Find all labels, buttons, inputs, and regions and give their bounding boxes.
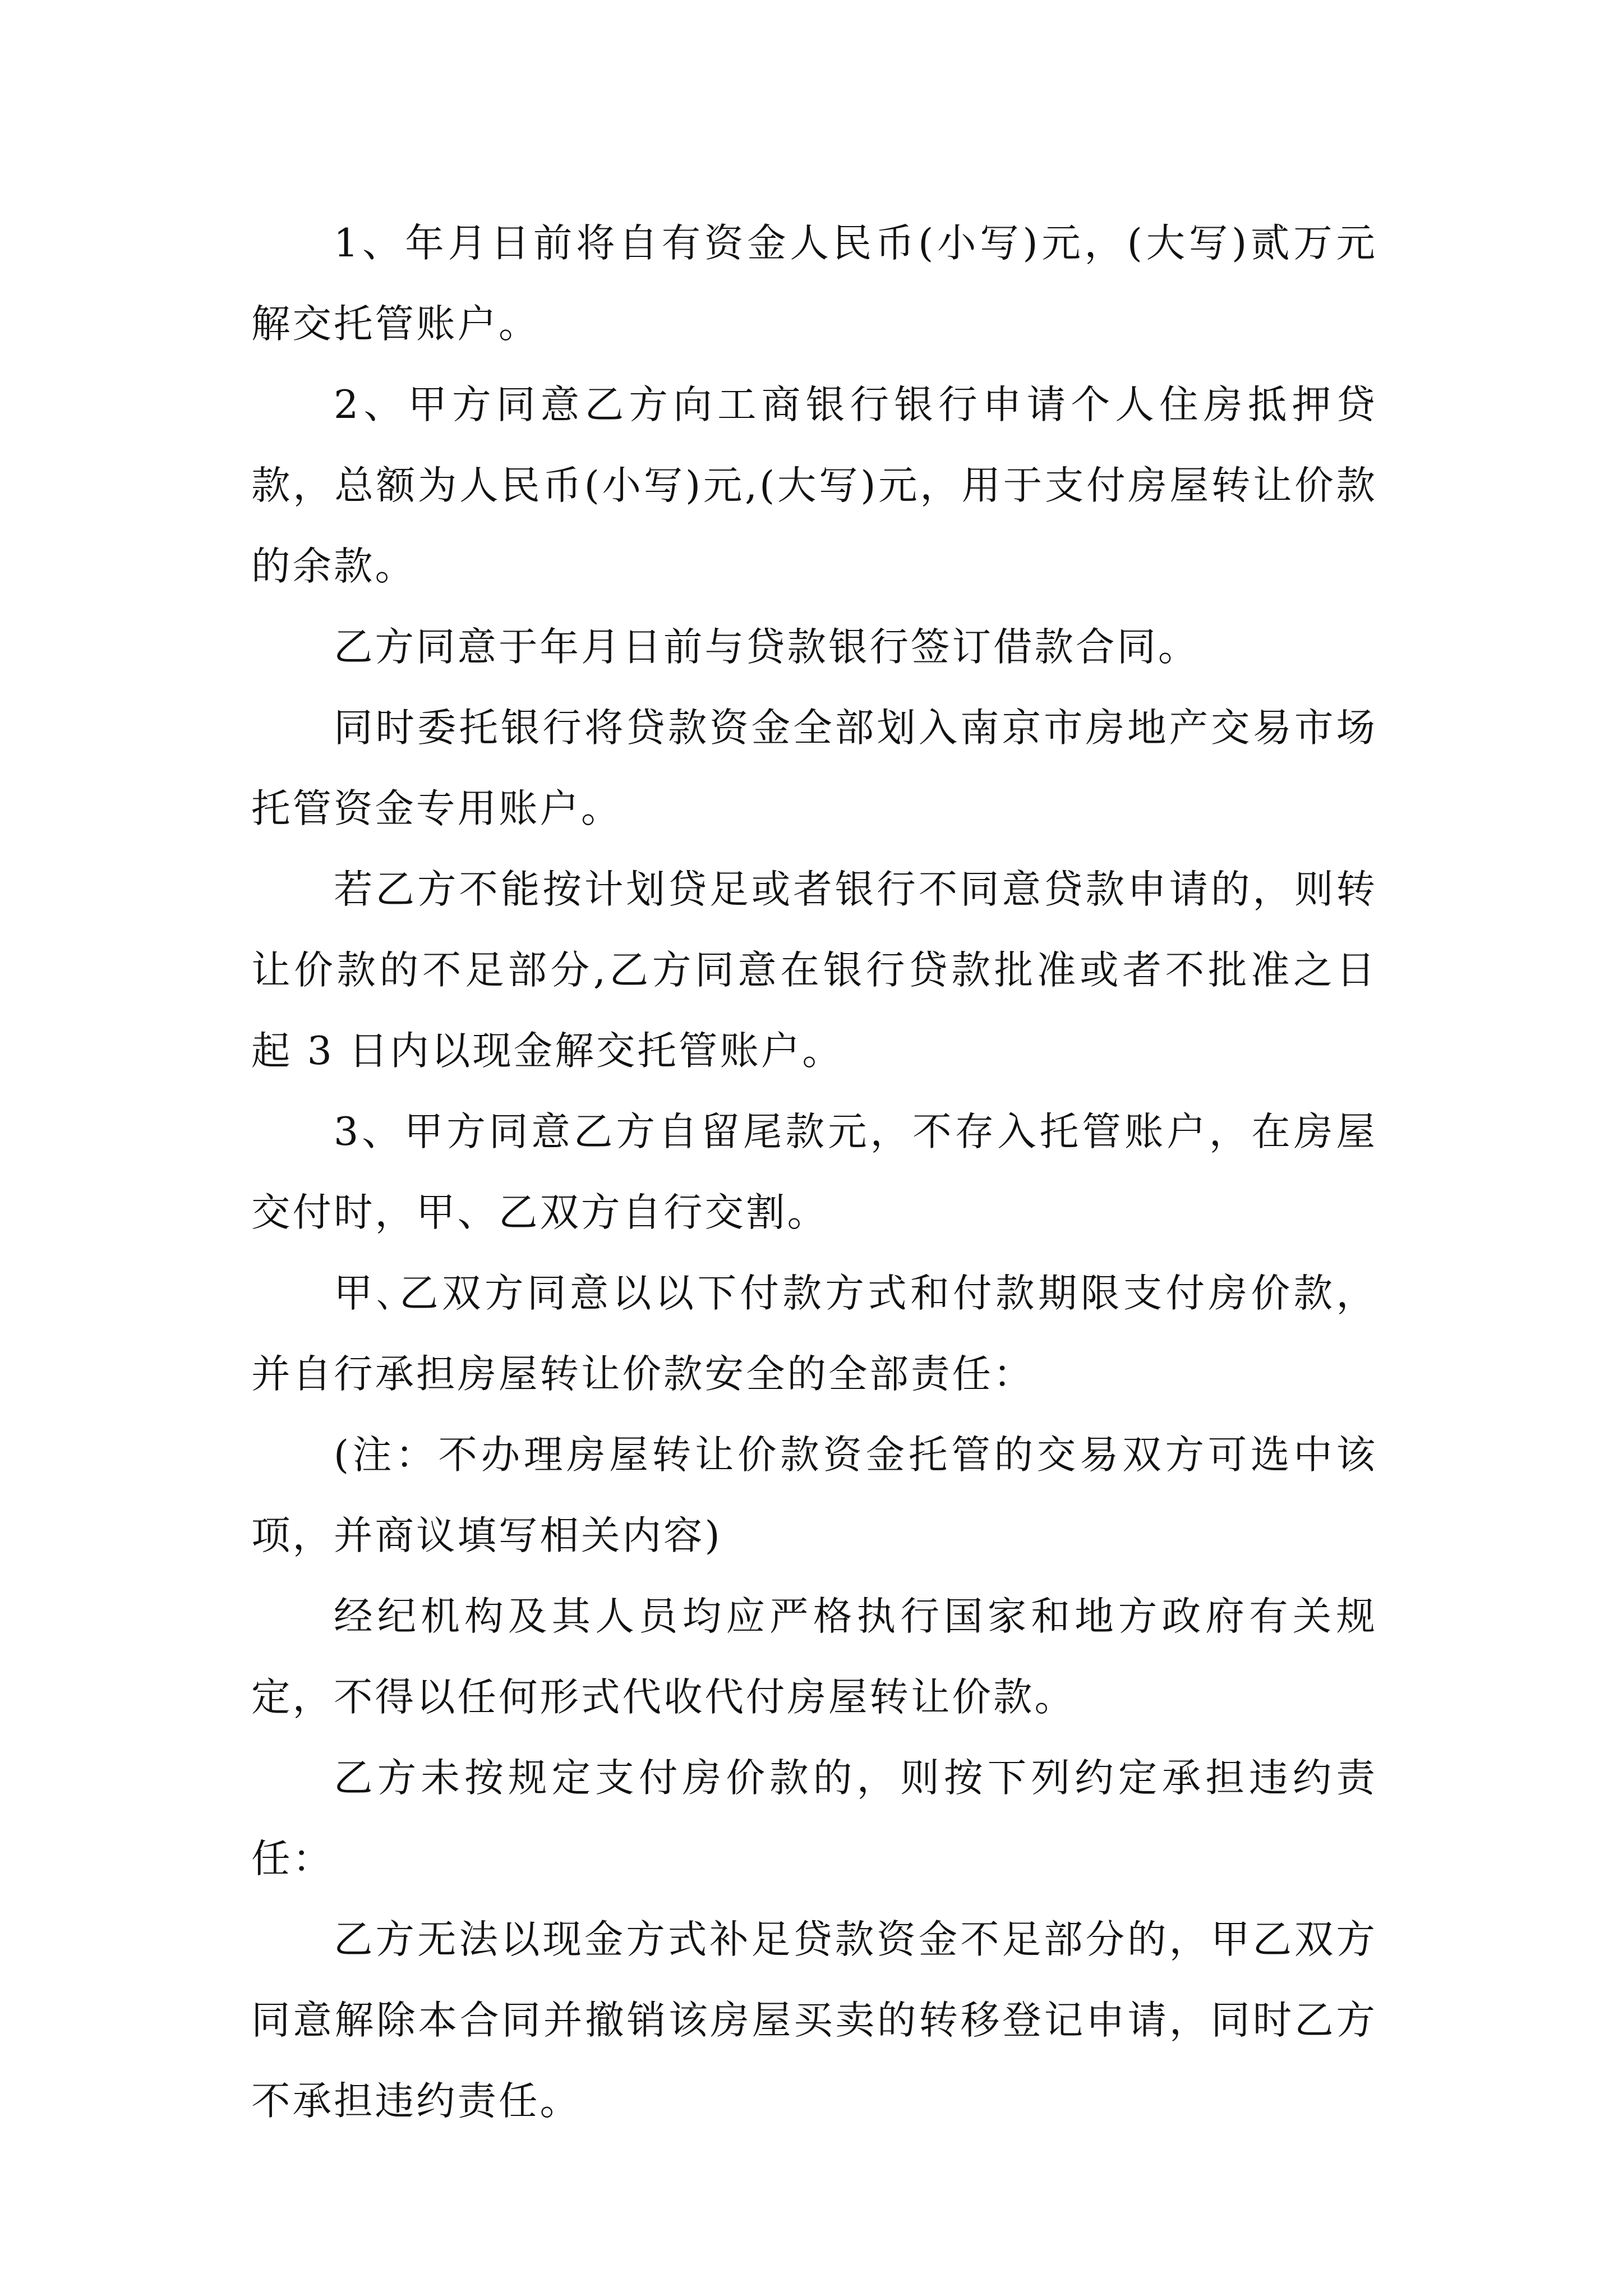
paragraph-11: 乙方无法以现金方式补足贷款资金不足部分的，甲乙双方同意解除本合同并撤销该房屋买卖的转移登记申请，同时乙方不承担违约责任。	[251, 1917, 1377, 2124]
paragraph-1: 1、年月日前将自有资金人民币(小写)元，(大写)贰万元解交托管账户。	[251, 220, 1377, 347]
paragraph-6: 3、甲方同意乙方自留尾款元，不存入托管账户，在房屋交付时，甲、乙双方自行交割。	[251, 1109, 1377, 1235]
paragraph-4: 同时委托银行将贷款资金全部划入南京市房地产交易市场托管资金专用账户。	[251, 705, 1377, 831]
paragraph-2: 2、甲方同意乙方向工商银行银行申请个人住房抵押贷款，总额为人民币(小写)元,(大写)元，用于支付房屋转让价款的余款。	[251, 382, 1377, 589]
paragraph-10: 乙方未按规定支付房价款的，则按下列约定承担违约责任：	[251, 1755, 1377, 1881]
paragraph-5: 若乙方不能按计划贷足或者银行不同意贷款申请的，则转让价款的不足部分,乙方同意在银行贷款批准或者不批准之日起 3 日内以现金解交托管账户。	[251, 867, 1377, 1074]
document-page	[251, 203, 1377, 2142]
paragraph-9: 经纪机构及其人员均应严格执行国家和地方政府有关规定，不得以任何形式代收代付房屋转让价款。	[251, 1594, 1377, 1720]
paragraph-7: 甲､乙双方同意以以下付款方式和付款期限支付房价款，并自行承担房屋转让价款安全的全部责任：	[251, 1271, 1377, 1397]
paragraph-3: 乙方同意于年月日前与贷款银行签订借款合同。	[334, 624, 1200, 670]
paragraph-8: (注：不办理房屋转让价款资金托管的交易双方可选中该项，并商议填写相关内容)	[251, 1432, 1377, 1558]
